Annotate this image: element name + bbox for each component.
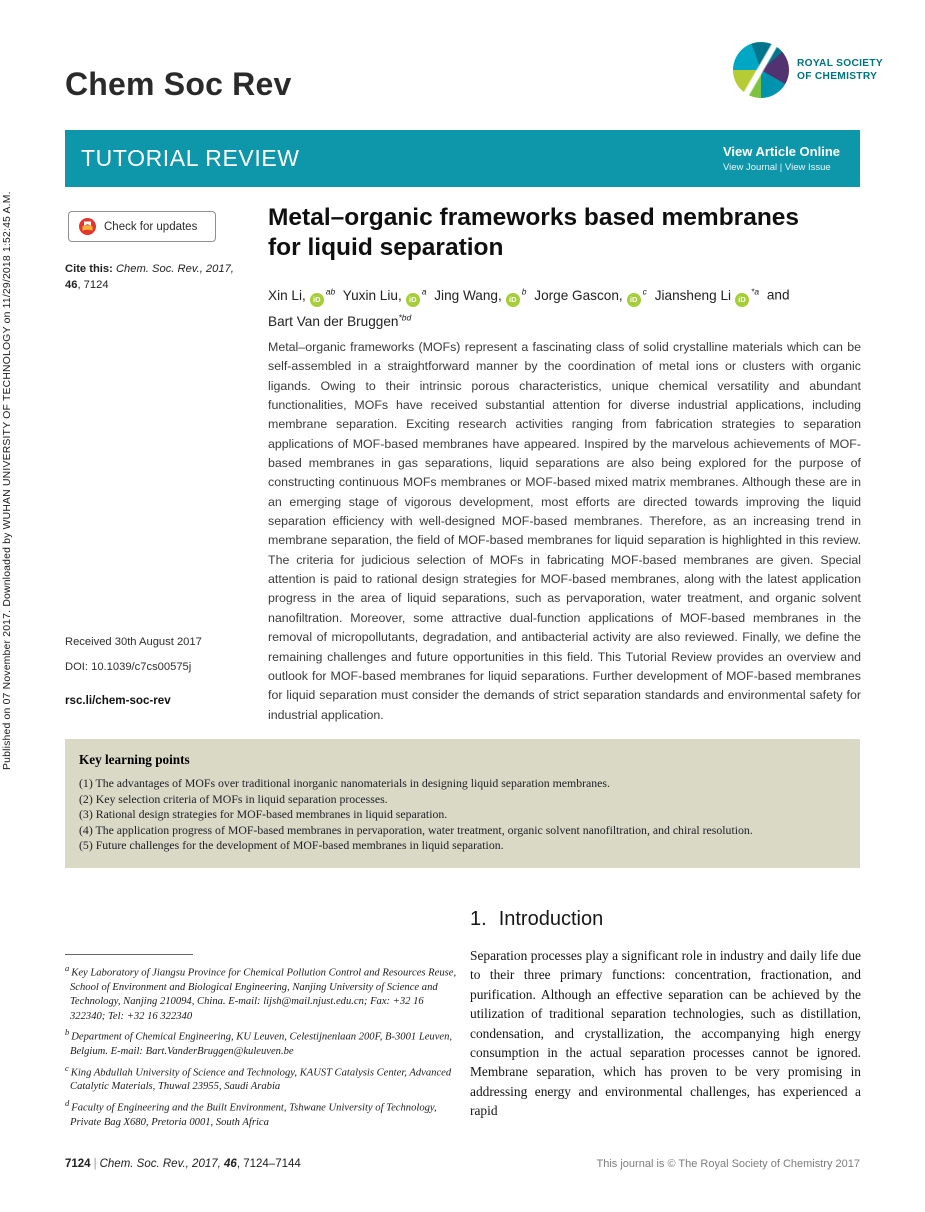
article-title (268, 203, 799, 263)
footer-citation (65, 1158, 301, 1170)
article-type-banner (65, 130, 860, 187)
section-title: Introduction (498, 908, 604, 930)
abstract-text: Metal–organic frameworks (MOFs) represent a fascinating class of solid crystalline materials which can be self-assembled in a straightforward manner by the coordination of metal ions or clusters with organic ligands. Owing to their intrinsic porous characteristics, unique chemical versatility and abundant functionalities, MOFs have received substantial attention for diverse industrial applications, including membrane separation. Exciting research activities ranging from fabrication strategies to separation applications of MOF-based membranes have appeared. Inspired by the marvelous achievements of MOF-based membranes in gas separations, liquid separations are also being explored for the purpose of constructing continuous MOFs membranes or MOF-based mixed matrix membranes. Although these are in an emerging stage of vigorous development, most efforts are directed towards improving the liquid separation efficiency with well-designed MOF-based membranes. Therefore, as an increasing trend in membrane separation, the field of MOF-based membranes for liquid separation is highlighted in this review. The criteria for judicious selection of MOFs in fabricating MOF-based membranes are given. Special attention is paid to rational design strategies for MOF-based membranes, along with the latest application progress in the area of liquid separations, such as pervaporation, water treatment, and organic solvent nanofiltration. Moreover, some attractive dual-function applications of MOF-based membranes in the removal of micropollutants, degradation, and antibacterial activity are also reviewed. Finally, we define the remaining challenges and future opportunities in this field. This Tutorial Review provides an overview and outlook for MOF-based membranes for liquid separations. Further development of MOF-based membranes for liquid separation must consider the demands of strict separation standards and environmental safety for industrial application. (268, 340, 861, 722)
footer-volume: 46 (224, 1158, 237, 1170)
footer-copyright: This journal is © The Royal Society of Chemistry 2017 (596, 1158, 860, 1170)
footer-separator: | (93, 1158, 97, 1170)
view-article-online-link[interactable]: View Article Online (722, 144, 840, 159)
key-point-item: (2) Key selection criteria of MOFs in liquid separation processes. (79, 791, 388, 806)
orcid-icon[interactable]: iD (506, 293, 520, 307)
author: Xin Li, $iD^{ab}$ (268, 288, 335, 303)
footer-page-number: 7124 (65, 1158, 91, 1170)
crossmark-icon (79, 218, 96, 235)
section-number: 1. (470, 908, 487, 930)
key-point-item: (5) Future challenges for the development of MOF-based membranes in liquid separation. (79, 838, 504, 853)
doi: DOI: 10.1039/c7cs00575j (65, 661, 192, 673)
received-date: Received 30th August 2017 (65, 636, 202, 648)
article-title-line2: for liquid separation (268, 234, 504, 261)
author-affiliation-sup: c (642, 286, 647, 296)
orcid-icon[interactable]: iD (627, 293, 641, 307)
rsc-logo-text (797, 57, 883, 83)
article-type-label: TUTORIAL REVIEW (81, 145, 300, 171)
page-footer (65, 1158, 860, 1170)
key-point-item: (4) The application progress of MOF-based membranes in pervaporation, water treatment, organic solvent nanofiltration, and chiral resolution. (79, 822, 753, 837)
key-point-item: (3) Rational design strategies for MOF-based membranes in liquid separation. (79, 807, 448, 822)
orcid-icon[interactable]: iD (735, 293, 749, 307)
rsc-logo (733, 42, 883, 98)
journal-title: Chem Soc Rev (65, 66, 292, 102)
author-affiliation-sup: a (421, 286, 427, 296)
introduction-text: Separation processes play a significant role in industry and daily life due to their three primary functions: concentration, fractionation, and purification. Although an effective separation can be achieved by the utilization of traditional separation technologies, such as distillation, condensation, and crystallization, the accompanying high energy consumption in the actual separation processes cannot be ignored. Membrane separation, which has proven to be very promising in addressing energy and environmental challenges, has experienced a rapid (470, 948, 861, 1119)
check-for-updates-label: Check for updates (104, 220, 198, 233)
cite-volume: 46 (65, 278, 78, 291)
author-conjunction: and (766, 287, 790, 303)
footnote-rule (65, 954, 193, 955)
author-affiliation-sup: *a (751, 286, 760, 296)
cite-journal: Chem. Soc. Rev., 2017, (115, 263, 234, 275)
footnote: $^d$ Faculty of Engineering and the Built Environment, Tshwane University of Technology, Private Bag X680, Pretoria 0001, South Africa (65, 1097, 437, 1128)
key-learning-points-box (65, 739, 860, 868)
footer-pages: , 7124–7144 (236, 1158, 301, 1170)
footnote: $^a$ Key Laboratory of Jiangsu Province for Chemical Pollution Control and Resources Reuse, School of Environment and Biological Engineering, Nanjing University of Science and Technology, Nanjing 210094, China. E-mail: lijsh@mail.njust.edu.cn; Fax: +32 16 322340; Tel: +32 16 322340 (65, 963, 457, 1022)
key-points-title: Key learning points (79, 752, 190, 767)
key-point-item: (1) The advantages of MOFs over traditional inorganic nanomaterials in designing liquid separation membranes. (79, 776, 610, 790)
section-heading-introduction (470, 908, 603, 931)
rsc-logo-line2: OF CHEMISTRY (797, 71, 878, 82)
view-journal-issue-link[interactable]: View Journal | View Issue (722, 162, 831, 173)
cite-this (65, 262, 243, 293)
author: Jorge Gascon, $iD^c$ (534, 288, 647, 303)
orcid-icon[interactable]: iD (406, 293, 420, 307)
author: Jiansheng Li $iD^{*a}$ (655, 288, 759, 303)
author: Jing Wang, $iD^b$ (434, 288, 526, 303)
author-affiliation-sup: ab (325, 286, 336, 296)
author: Yuxin Liu, $iD^a$ (343, 288, 427, 303)
author: Bart Van der Bruggen$^{*bd}$ (268, 312, 412, 330)
cite-pages: , 7124 (77, 278, 109, 291)
check-for-updates-button[interactable] (68, 211, 216, 242)
banner-links (723, 144, 840, 173)
journal-url-link[interactable]: rsc.li/chem-soc-rev (65, 694, 171, 707)
author-list (268, 280, 864, 333)
rsc-logo-line1: ROYAL SOCIETY (797, 58, 883, 69)
orcid-icon[interactable]: iD (310, 293, 324, 307)
footnote: $^c$ King Abdullah University of Science and Technology, KAUST Catalysis Center, Advanced Catalytic Materials, Thuwal 23955, Saudi Arabia (65, 1062, 452, 1093)
affiliation-footnotes (65, 961, 461, 1131)
cite-label: Cite this: (65, 263, 113, 275)
footnote: $^b$ Department of Chemical Engineering, KU Leuven, Celestijnenlaan 200F, B-3001 Leuven, Belgium. E-mail: Bart.VanderBruggen@kuleuven.be (65, 1027, 453, 1058)
author-affiliation-sup: b (521, 286, 527, 296)
footer-journal: Chem. Soc. Rev., 2017, (99, 1158, 221, 1170)
download-stamp: Published on 07 November 2017. Downloaded by WUHAN UNIVERSITY OF TECHNOLOGY on 11/29/2018 1:52:45 A.M. (2, 191, 13, 770)
rsc-logo-icon (733, 42, 789, 98)
author-affiliation-sup: *bd (398, 312, 412, 323)
article-title-line1: Metal–organic frameworks based membranes (268, 204, 800, 231)
